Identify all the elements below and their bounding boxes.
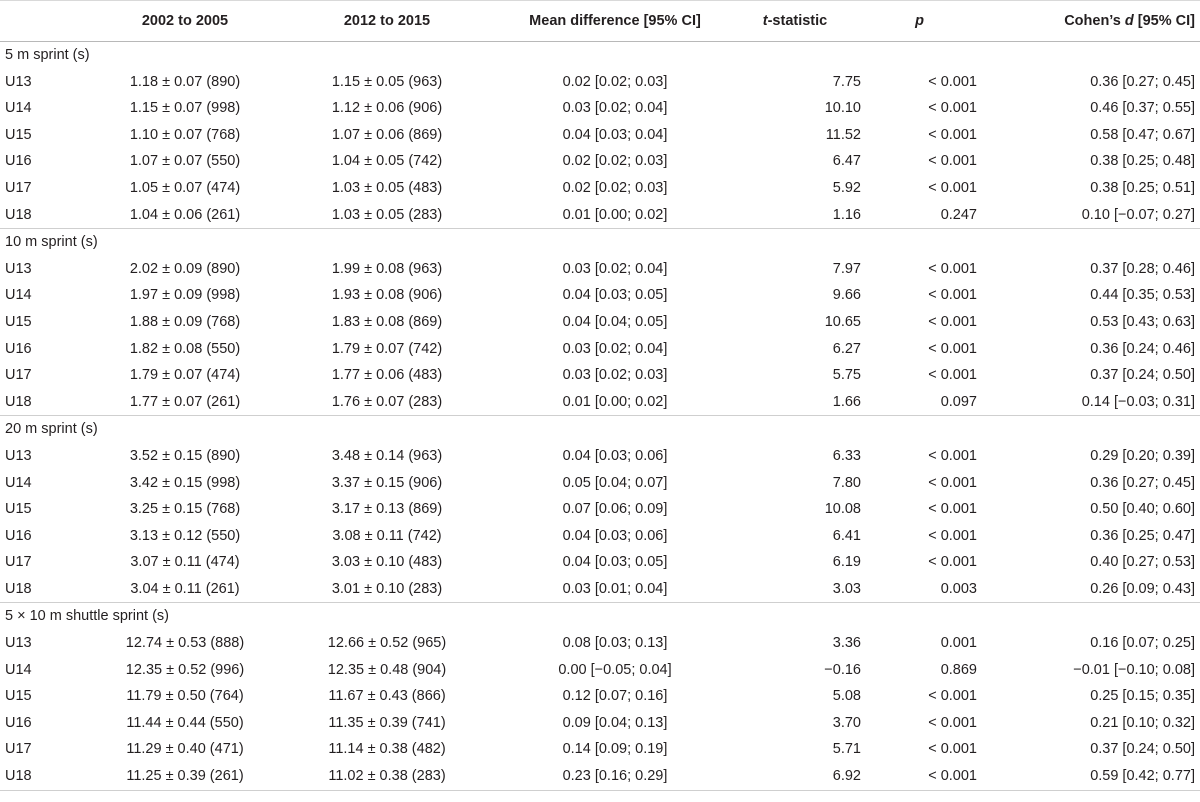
cell-p-value: < 0.001 (862, 763, 978, 790)
cell-2012-2015: 1.76 ± 0.07 (283) (331, 393, 443, 410)
cell-2002-2005: 1.04 ± 0.06 (261) (129, 206, 241, 223)
cell-mean-difference: 0.03 [0.01; 0.04] (562, 580, 668, 597)
header-p-italic: p (915, 13, 924, 29)
cell-2012-2015: 3.48 ± 0.14 (963) (331, 447, 443, 464)
header-mean-difference: Mean difference [95% CI] (501, 1, 729, 42)
cell-mean-difference: 0.01 [0.00; 0.02] (562, 393, 668, 410)
cell-mean-difference: 0.08 [0.03; 0.13] (562, 635, 668, 652)
section-title: 5 × 10 m shuttle sprint (s) (5, 608, 169, 625)
table-row (0, 710, 1200, 737)
table-row (0, 763, 1200, 790)
cell-2012-2015: 3.01 ± 0.10 (283) (331, 580, 443, 597)
cell-2012-2015: 1.99 ± 0.08 (963) (331, 260, 443, 277)
cell-2012-2015: 3.03 ± 0.10 (483) (331, 554, 443, 571)
cell-p-value: < 0.001 (928, 714, 977, 731)
cell-2002-2005: 1.10 ± 0.07 (768) (129, 126, 241, 143)
header-t-statistic (729, 1, 862, 42)
cell-p-value: 0.097 (940, 393, 977, 410)
cell-cohens-d: 0.58 [0.47; 0.67] (1090, 126, 1195, 143)
cell-cohens-d: 0.37 [0.24; 0.50] (1090, 741, 1195, 758)
cell-group: U18 (5, 580, 32, 597)
table-row (0, 282, 1200, 309)
cell-2002-2005: 1.18 ± 0.07 (890) (129, 73, 241, 90)
section-title: 5 m sprint (s) (5, 47, 90, 63)
cell-group: U13 (5, 260, 32, 277)
table-row (0, 336, 1200, 363)
cell-p-value: < 0.001 (928, 367, 977, 384)
cell-p-value: < 0.001 (928, 688, 977, 705)
cell-mean-difference: 0.04 [0.03; 0.05] (562, 554, 668, 571)
cell-mean-difference: 0.03 [0.02; 0.04] (562, 340, 668, 357)
cell-group: U16 (5, 340, 32, 357)
cell-mean-difference: 0.02 [0.02; 0.03] (562, 153, 668, 170)
cell-cohens-d: 0.36 [0.25; 0.47] (1090, 527, 1195, 544)
cell-cohens-d: 0.46 [0.37; 0.55] (1090, 100, 1195, 117)
cell-t-statistic: 1.66 (832, 393, 861, 410)
cell-group: U15 (5, 501, 32, 518)
header-cohens-d (978, 1, 1200, 42)
cell-group: U15 (5, 126, 32, 143)
table-row (0, 549, 1200, 576)
cell-cohens-d: 0.38 [0.25; 0.51] (1090, 179, 1195, 196)
cell-t-statistic: 6.41 (832, 527, 861, 544)
table-row (0, 470, 1200, 497)
cell-mean-difference: 0.04 [0.03; 0.04] (562, 126, 668, 143)
cell-2002-2005: 11.44 ± 0.44 (550) (126, 714, 244, 731)
cell-p-value: < 0.001 (928, 474, 977, 491)
section-header-row (0, 42, 1200, 69)
cell-2012-2015: 3.37 ± 0.15 (906) (331, 474, 443, 491)
cell-2002-2005: 1.77 ± 0.07 (261) (129, 393, 241, 410)
cell-2002-2005: 1.15 ± 0.07 (998) (129, 100, 241, 117)
section-header-row (0, 416, 1200, 443)
cell-2012-2015: 1.03 ± 0.05 (483) (331, 179, 443, 196)
cell-2012-2015: 1.79 ± 0.07 (742) (331, 340, 443, 357)
cell-t-statistic: 10.08 (824, 501, 861, 518)
cell-group: U15 (5, 313, 32, 330)
cell-cohens-d: 0.50 [0.40; 0.60] (1090, 501, 1195, 518)
cell-t-statistic: 6.19 (832, 554, 861, 571)
cell-p-value: < 0.001 (928, 179, 977, 196)
cell-mean-difference: 0.05 [0.04; 0.07] (562, 474, 668, 491)
cell-cohens-d: 0.26 [0.09; 0.43] (1090, 580, 1195, 597)
cell-mean-difference: 0.04 [0.03; 0.06] (562, 447, 668, 464)
cell-p-value: 0.247 (940, 206, 977, 223)
cell-cohens-d: 0.37 [0.24; 0.50] (1090, 367, 1195, 384)
cell-t-statistic: 6.33 (832, 447, 861, 464)
cell-cohens-d: 0.38 [0.25; 0.48] (1090, 153, 1195, 170)
cell-p-value: < 0.001 (928, 153, 977, 170)
cell-2012-2015: 3.17 ± 0.13 (869) (331, 501, 443, 518)
table-row (0, 122, 1200, 149)
cell-cohens-d: 0.25 [0.15; 0.35] (1090, 688, 1195, 705)
cell-cohens-d: 0.14 [−0.03; 0.31] (1081, 393, 1195, 410)
cell-2012-2015: 11.67 ± 0.43 (866) (328, 688, 446, 705)
header-d-italic: d (1124, 13, 1134, 29)
cell-mean-difference: 0.12 [0.07; 0.16] (562, 688, 668, 705)
cell-2002-2005: 1.05 ± 0.07 (474) (129, 179, 241, 196)
cell-t-statistic: 10.65 (824, 313, 861, 330)
table-row (0, 496, 1200, 523)
cell-cohens-d: 0.36 [0.24; 0.46] (1090, 340, 1195, 357)
cell-cohens-d: 0.59 [0.42; 0.77] (978, 763, 1200, 790)
cell-2012-2015: 11.02 ± 0.38 (283) (273, 763, 501, 790)
cell-2012-2015: 1.15 ± 0.05 (963) (331, 73, 443, 90)
cell-2002-2005: 1.88 ± 0.09 (768) (129, 313, 241, 330)
cell-2002-2005: 1.97 ± 0.09 (998) (129, 287, 241, 304)
table-row (0, 309, 1200, 336)
section-title: 10 m sprint (s) (5, 234, 98, 251)
cell-mean-difference: 0.03 [0.02; 0.04] (562, 100, 668, 117)
cell-2002-2005: 3.52 ± 0.15 (890) (129, 447, 241, 464)
cell-group: U13 (5, 635, 32, 652)
table-row (0, 389, 1200, 416)
cell-mean-difference: 0.14 [0.09; 0.19] (562, 741, 668, 758)
cell-t-statistic: −0.16 (824, 661, 861, 678)
cell-t-statistic: 3.36 (832, 635, 861, 652)
cell-cohens-d: −0.01 [−0.10; 0.08] (1073, 661, 1195, 678)
table-row (0, 256, 1200, 283)
section-title: 20 m sprint (s) (5, 421, 98, 438)
section-header-row (0, 229, 1200, 256)
cell-t-statistic: 5.92 (832, 179, 861, 196)
cell-2012-2015: 11.35 ± 0.39 (741) (328, 714, 446, 731)
cell-2002-2005: 3.25 ± 0.15 (768) (129, 501, 241, 518)
cell-t-statistic: 5.75 (832, 367, 861, 384)
cell-group: U17 (5, 741, 32, 758)
cell-p-value: < 0.001 (928, 340, 977, 357)
cell-group: U18 (5, 206, 32, 223)
table-row (0, 683, 1200, 710)
cell-group: U15 (5, 688, 32, 705)
cell-group: U14 (5, 100, 32, 117)
cell-p-value: < 0.001 (928, 527, 977, 544)
cell-p-value: < 0.001 (928, 501, 977, 518)
cell-t-statistic: 11.52 (825, 126, 861, 143)
cell-2002-2005: 3.07 ± 0.11 (474) (130, 554, 240, 571)
cell-p-value: < 0.001 (928, 313, 977, 330)
table-row (0, 736, 1200, 763)
header-t-rest: -statistic (767, 13, 828, 29)
cell-group: U17 (5, 367, 32, 384)
cell-group: U16 (5, 714, 32, 731)
cell-group: U13 (5, 447, 32, 464)
table-row (0, 175, 1200, 202)
cell-t-statistic: 1.16 (832, 206, 861, 223)
cell-2012-2015: 1.12 ± 0.06 (906) (331, 100, 443, 117)
table-row (0, 202, 1200, 229)
cell-2012-2015: 1.83 ± 0.08 (869) (331, 313, 443, 330)
cell-mean-difference: 0.02 [0.02; 0.03] (562, 179, 668, 196)
header-2002-2005: 2002 to 2005 (97, 1, 273, 42)
cell-group: U17 (5, 179, 32, 196)
cell-2012-2015: 12.66 ± 0.52 (965) (327, 635, 447, 652)
header-d-post: [95% CI] (1133, 13, 1195, 29)
cell-group: U18 (0, 763, 97, 790)
cell-mean-difference: 0.04 [0.03; 0.06] (562, 527, 668, 544)
cell-cohens-d: 0.29 [0.20; 0.39] (1090, 447, 1195, 464)
cell-p-value: < 0.001 (928, 260, 977, 277)
cell-t-statistic: 10.10 (824, 100, 861, 117)
cell-p-value: < 0.001 (928, 287, 977, 304)
table-row (0, 523, 1200, 550)
table-row (0, 576, 1200, 603)
cell-t-statistic: 3.70 (832, 714, 861, 731)
cell-p-value: 0.001 (940, 635, 977, 652)
cell-p-value: < 0.001 (928, 100, 977, 117)
table-row (0, 443, 1200, 470)
table-row (0, 95, 1200, 122)
cell-group: U14 (5, 474, 32, 491)
cell-2012-2015: 1.93 ± 0.08 (906) (331, 287, 443, 304)
cell-mean-difference: 0.04 [0.03; 0.05] (562, 287, 668, 304)
cell-2002-2005: 1.79 ± 0.07 (474) (129, 367, 241, 384)
cell-p-value: < 0.001 (928, 126, 977, 143)
cell-mean-difference: 0.03 [0.02; 0.04] (562, 260, 668, 277)
cell-cohens-d: 0.10 [−0.07; 0.27] (1081, 206, 1195, 223)
header-row (0, 1, 1200, 42)
cell-t-statistic: 9.66 (832, 287, 861, 304)
section-header-row (0, 603, 1200, 630)
cell-p-value: 0.003 (940, 580, 977, 597)
header-d-pre: Cohen’s (1064, 13, 1125, 29)
cell-p-value: < 0.001 (928, 73, 977, 90)
cell-cohens-d: 0.40 [0.27; 0.53] (1090, 554, 1195, 571)
table-row (0, 69, 1200, 96)
cell-t-statistic: 7.75 (832, 73, 861, 90)
cell-mean-difference: 0.23 [0.16; 0.29] (501, 763, 729, 790)
cell-mean-difference: 0.01 [0.00; 0.02] (562, 206, 668, 223)
cell-2002-2005: 3.13 ± 0.12 (550) (129, 527, 241, 544)
cell-group: U14 (5, 287, 32, 304)
cell-2012-2015: 1.77 ± 0.06 (483) (331, 367, 443, 384)
cell-t-statistic: 7.80 (832, 474, 861, 491)
cell-2002-2005: 11.25 ± 0.39 (261) (97, 763, 273, 790)
cell-mean-difference: 0.07 [0.06; 0.09] (562, 501, 668, 518)
cell-t-statistic: 6.47 (832, 153, 861, 170)
cell-p-value: < 0.001 (928, 741, 977, 758)
cell-2002-2005: 12.74 ± 0.53 (888) (125, 635, 245, 652)
table-row (0, 148, 1200, 175)
table-row (0, 657, 1200, 684)
header-p (862, 1, 978, 42)
cell-t-statistic: 5.08 (832, 688, 861, 705)
cell-group: U16 (5, 527, 32, 544)
cell-cohens-d: 0.44 [0.35; 0.53] (1090, 287, 1195, 304)
table-row (0, 630, 1200, 657)
cell-t-statistic: 3.03 (832, 580, 861, 597)
cell-mean-difference: 0.02 [0.02; 0.03] (562, 73, 668, 90)
cell-cohens-d: 0.21 [0.10; 0.32] (1090, 714, 1195, 731)
cell-2012-2015: 11.14 ± 0.38 (482) (328, 741, 446, 758)
cell-group: U18 (5, 393, 32, 410)
cell-2002-2005: 12.35 ± 0.52 (996) (125, 661, 245, 678)
cell-2012-2015: 3.08 ± 0.11 (742) (332, 527, 442, 544)
cell-2002-2005: 2.02 ± 0.09 (890) (129, 260, 241, 277)
cell-2002-2005: 3.04 ± 0.11 (261) (130, 580, 240, 597)
cell-t-statistic: 6.27 (832, 340, 861, 357)
cell-group: U14 (5, 661, 32, 678)
cell-mean-difference: 0.09 [0.04; 0.13] (562, 714, 668, 731)
cell-p-value: 0.869 (940, 661, 977, 678)
cell-mean-difference: 0.00 [−0.05; 0.04] (558, 661, 672, 678)
cell-cohens-d: 0.16 [0.07; 0.25] (1090, 635, 1195, 652)
cell-2012-2015: 1.03 ± 0.05 (283) (331, 206, 443, 223)
header-t-italic: t (762, 13, 768, 29)
header-group (0, 1, 97, 42)
cell-mean-difference: 0.04 [0.04; 0.05] (562, 313, 668, 330)
cell-t-statistic: 6.92 (729, 763, 862, 790)
cell-p-value: < 0.001 (928, 447, 977, 464)
cell-2012-2015: 1.04 ± 0.05 (742) (331, 153, 443, 170)
cell-2002-2005: 1.07 ± 0.07 (550) (129, 153, 241, 170)
table-row (0, 362, 1200, 389)
cell-2002-2005: 3.42 ± 0.15 (998) (129, 474, 241, 491)
cell-cohens-d: 0.36 [0.27; 0.45] (1090, 474, 1195, 491)
cell-mean-difference: 0.03 [0.02; 0.03] (562, 367, 668, 384)
table-body (0, 42, 1200, 791)
cell-group: U13 (5, 73, 32, 90)
cell-2012-2015: 12.35 ± 0.48 (904) (327, 661, 447, 678)
cell-2002-2005: 1.82 ± 0.08 (550) (129, 340, 241, 357)
cell-cohens-d: 0.53 [0.43; 0.63] (1090, 313, 1195, 330)
cell-2012-2015: 1.07 ± 0.06 (869) (331, 126, 443, 143)
cell-p-value: < 0.001 (928, 554, 977, 571)
cell-group: U17 (5, 554, 32, 571)
header-2012-2015: 2012 to 2015 (273, 1, 501, 42)
cell-2002-2005: 11.29 ± 0.40 (471) (126, 741, 244, 758)
cell-2002-2005: 11.79 ± 0.50 (764) (126, 688, 244, 705)
cell-t-statistic: 5.71 (832, 741, 861, 758)
cell-group: U16 (5, 153, 32, 170)
cell-t-statistic: 7.97 (832, 260, 861, 277)
cell-cohens-d: 0.36 [0.27; 0.45] (1090, 73, 1195, 90)
cell-cohens-d: 0.37 [0.28; 0.46] (1090, 260, 1195, 277)
